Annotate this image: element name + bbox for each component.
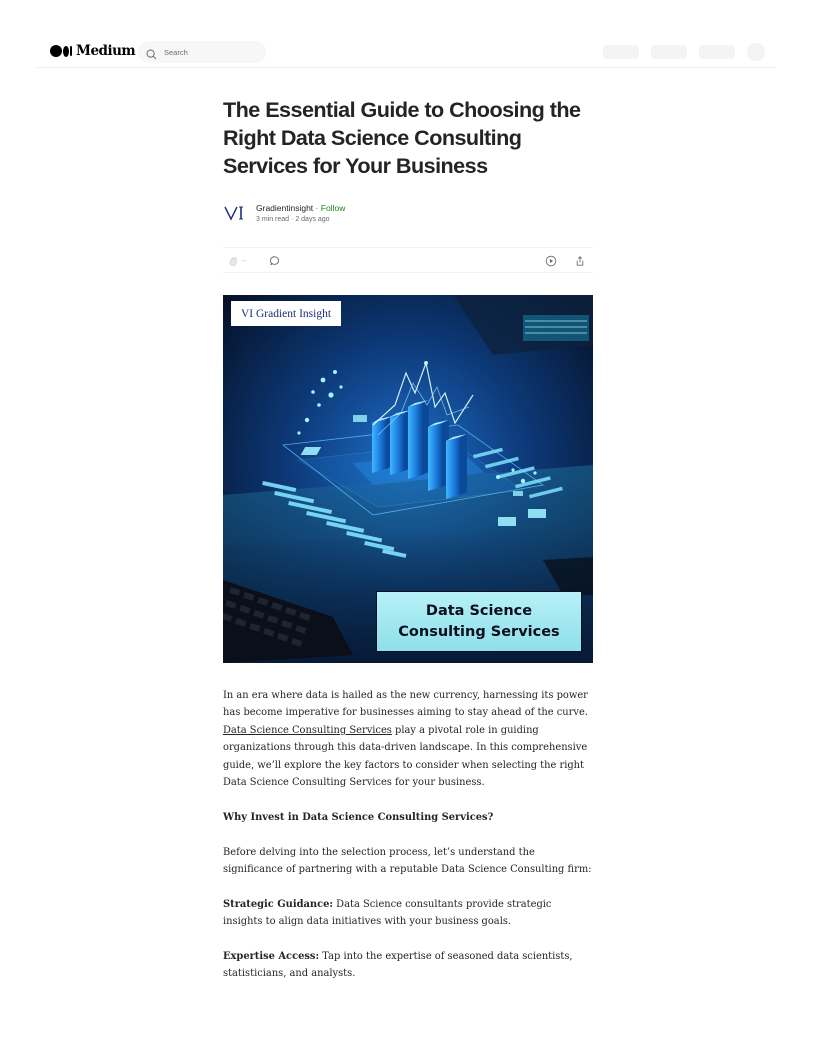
top-navbar bbox=[36, 34, 776, 68]
author-name[interactable]: Gradientinsight bbox=[256, 203, 314, 213]
nav-placeholder-3[interactable] bbox=[699, 45, 735, 59]
section-heading: Why Invest in Data Science Consulting Services? bbox=[223, 811, 494, 823]
hero-caption-box bbox=[376, 591, 582, 652]
user-avatar[interactable] bbox=[747, 43, 765, 61]
article-meta bbox=[256, 216, 330, 223]
author-separator: · bbox=[315, 203, 319, 213]
article bbox=[223, 96, 593, 1000]
hero-caption: Data Science Consulting Services bbox=[398, 602, 560, 640]
author-line bbox=[256, 203, 345, 213]
share-icon bbox=[574, 255, 586, 267]
author-row bbox=[223, 199, 593, 231]
hero-image bbox=[223, 295, 593, 663]
clap-count: -- bbox=[242, 257, 247, 265]
gradient-insight-logo bbox=[231, 301, 341, 326]
author-avatar[interactable] bbox=[224, 202, 246, 224]
article-body bbox=[223, 687, 593, 983]
published-date: 2 days ago bbox=[295, 216, 330, 223]
medium-logo[interactable] bbox=[50, 42, 135, 60]
play-icon bbox=[545, 255, 557, 267]
comment-icon bbox=[269, 255, 281, 267]
search-icon bbox=[146, 47, 157, 58]
share-button[interactable] bbox=[574, 255, 586, 267]
article-title: The Essential Guide to Choosing the Right Data Science Consulting Services for Your Business bbox=[223, 97, 581, 178]
read-time: 3 min read bbox=[256, 216, 290, 223]
list-item-strategic-guidance: Strategic Guidance: Data Science consultants provide strategic insights to align data initiatives with your business goals. bbox=[223, 898, 552, 928]
paragraph-intro: In an era where data is hailed as the new currency, harnessing its power has become imperative for businesses aiming to stay ahead of the curve. Data Science Consulting Services play a pivotal role in guiding organizations through this data-driven landscape. In this comprehensive guide, we’ll explore the key factors to consider when selecting the right Data Science Consulting Services for your business. bbox=[223, 690, 588, 789]
clap-button[interactable] bbox=[227, 255, 247, 267]
data-science-consulting-link[interactable]: Data Science Consulting Services bbox=[223, 724, 392, 736]
listen-button[interactable] bbox=[545, 255, 557, 267]
medium-wordmark: Medium bbox=[76, 43, 136, 59]
meta-separator: · bbox=[291, 216, 294, 223]
follow-button[interactable]: Follow bbox=[320, 203, 346, 213]
gradient-insight-logo-text: VI Gradient Insight bbox=[240, 307, 332, 320]
nav-placeholder-1[interactable] bbox=[603, 45, 639, 59]
medium-logo-icon bbox=[50, 45, 72, 57]
clap-icon bbox=[227, 255, 239, 267]
paragraph-significance: Before delving into the selection process, let’s understand the significance of partnering with a reputable Data Science Consulting firm: bbox=[223, 846, 592, 876]
search-bar[interactable] bbox=[138, 41, 266, 63]
search-input[interactable] bbox=[164, 48, 254, 57]
article-actions-bar bbox=[223, 247, 593, 273]
nav-placeholder-2[interactable] bbox=[651, 45, 687, 59]
response-button[interactable] bbox=[269, 255, 281, 267]
list-item-expertise-access: Expertise Access: Tap into the expertise of seasoned data scientists, statisticians, and analysts. bbox=[223, 951, 573, 980]
